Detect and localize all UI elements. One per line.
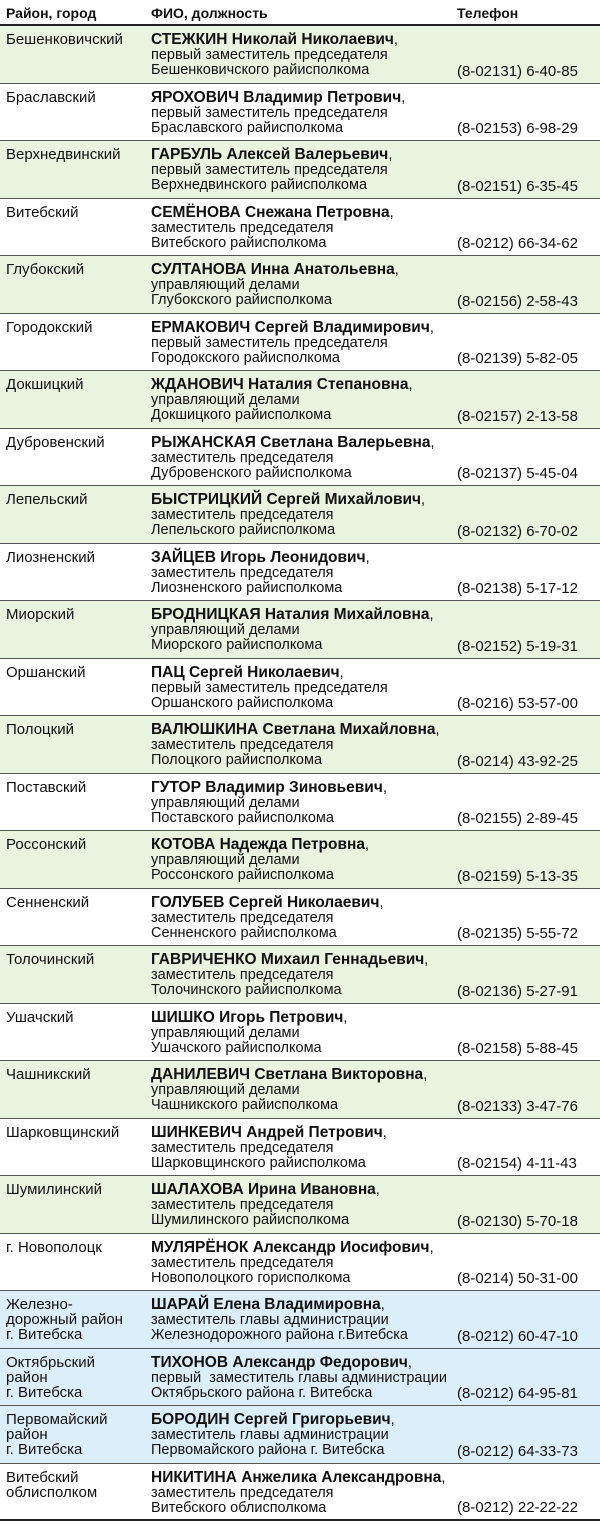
person-organization: Поставского райисполкома [151,809,334,826]
person-position: заместитель председателя [151,564,334,581]
person-organization: Сенненского райисполкома [151,924,337,941]
person-cell: ШАЛАХОВА Ирина Ивановна, заместитель председателя Шумилинского райисполкома [151,1182,451,1228]
table-row [0,486,600,544]
district-cell: Ушачский [6,1008,74,1026]
person-organization: Железнодорожного района г.Витебска [151,1327,408,1343]
district-cell: Толочинский [6,951,95,968]
person-cell: ЖДАНОВИЧ Наталия Степановна, управляющий делами Докшицкого райисполкома [151,377,451,423]
phone-cell: (8-0212) 64-33-73 [457,1442,578,1460]
person-position: управляющий делами [151,1082,300,1098]
person-name: ЯРОХОВИЧ Владимир Петрович [151,88,402,106]
district-cell: Докшицкий [6,376,84,393]
person-organization: Витебского облисполкома [151,1499,327,1516]
person-organization: Витебского райисполкома [151,234,327,251]
phone-cell: (8-02133) 3-47-76 [457,1097,578,1115]
table-row [0,26,600,84]
phone-cell: (8-02137) 5-45-04 [457,465,578,482]
person-cell: ЗАЙЦЕВ Игорь Леонидович, заместитель председателя Лиозненского райисполкома [151,550,451,596]
district-cell: Шумилинский [6,1181,103,1198]
district-cell: Полоцкий [6,721,74,738]
person-position: заместитель главы администрации [151,1427,389,1443]
phone-cell: (8-02135) 5-55-72 [457,925,578,942]
person-cell: БОРОДИН Сергей Григорьевич, заместитель главы администрации Первомайского района г. Витебска [151,1412,451,1458]
district-cell: Витебский [6,203,79,221]
table-row [0,659,600,717]
person-cell: БРОДНИЦКАЯ Наталия Михайловна, управляющий делами Миорского райисполкома [151,607,451,653]
phone-cell: (8-02155) 2-89-45 [457,810,578,827]
person-name: КОТОВА Надежда Петровна [151,836,365,853]
district-cell: Шарковщинский [6,1123,120,1141]
table-row [0,1291,600,1349]
person-name: СУЛТАНОВА Инна Анатольевна [151,261,395,278]
phone-cell: (8-02139) 5-82-05 [457,350,578,367]
person-cell: ГОЛУБЕВ Сергей Николаевич, заместитель председателя Сенненского райисполкома [151,895,451,941]
person-cell: ЕРМАКОВИЧ Сергей Владимирович, первый заместитель председателя Городокского райисполкома [151,320,451,366]
district-cell: Лиозненский [6,548,96,566]
person-organization: Толочинского райисполкома [151,982,342,998]
person-organization: Шумилинского райисполкома [151,1212,350,1228]
person-position: заместитель председателя [151,1139,334,1156]
person-name: БРОДНИЦКАЯ Наталия Михайловна [151,606,430,623]
person-position: управляющий делами [151,277,300,293]
person-position: заместитель председателя [151,1254,334,1271]
person-position: первый заместитель председателя [151,47,388,63]
person-position: заместитель председателя [151,507,334,523]
person-organization: Первомайского района г. Витебска [151,1442,385,1458]
phone-cell: (8-02151) 6-35-45 [457,177,578,195]
person-name: ПАЦ Сергей Николаевич [151,663,340,681]
person-organization: Городокского райисполкома [151,349,340,366]
column-header-phone: Телефон [457,5,519,21]
person-organization: Дубровенского райисполкома [151,464,352,481]
person-organization: Докшицкого райисполкома [151,407,332,423]
person-cell: ТИХОНОВ Александр Федорович, первый заместитель главы администрации Октябрьского района г. Витебска [151,1355,451,1401]
person-organization: Шарковщинского райисполкома [151,1154,366,1171]
person-position: первый заместитель председателя [151,104,388,121]
person-cell: СУЛТАНОВА Инна Анатольевна, управляющий делами Глубокского райисполкома [151,262,451,308]
district-cell: Верхнедвинский [6,146,121,163]
person-position: заместитель председателя [151,967,334,983]
person-cell: ШАРАЙ Елена Владимировна, заместитель главы администрации Железнодорожного района г.Витебска [151,1297,451,1343]
column-header-district: Район, город [6,5,97,21]
phone-cell: (8-0216) 53-57-00 [457,695,578,712]
table-row [0,1119,600,1177]
district-cell: Дубровенский [6,433,105,451]
person-name: ЖДАНОВИЧ Наталия Степановна [151,376,409,393]
phone-cell: (8-02154) 4-11-43 [457,1155,577,1172]
district-cell: Поставский [6,778,87,796]
person-organization: Бешенковичского райисполкома [151,62,370,78]
phone-cell: (8-02152) 5-19-31 [457,637,578,655]
district-cell: Лепельский [6,491,88,508]
person-cell: РЫЖАНСКАЯ Светлана Валерьевна, заместитель председателя Дубровенского райисполкома [151,435,451,481]
table-row [0,429,600,487]
table-row [0,371,600,429]
person-name: ШАЛАХОВА Ирина Ивановна [151,1181,376,1198]
table-row [0,1349,600,1407]
person-cell: СТЕЖКИН Николай Николаевич, первый заместитель председателя Бешенковичского райисполкома [151,32,451,78]
table-row [0,946,600,1004]
person-organization: Чашникского райисполкома [151,1097,339,1113]
person-cell: ДАНИЛЕВИЧ Светлана Викторовна, управляющий делами Чашникского райисполкома [151,1067,451,1113]
person-organization: Лиозненского райисполкома [151,579,343,596]
person-organization: Оршанского райисполкома [151,694,334,711]
person-name: ДАНИЛЕВИЧ Светлана Викторовна [151,1066,424,1083]
person-organization: Браславского райисполкома [151,119,344,136]
district-cell: Октябрьский район г. Витебска [6,1353,95,1401]
person-cell: ГУТОР Владимир Зиновьевич, управляющий делами Поставского райисполкома [151,780,451,826]
person-name: ШИШКО Игорь Петрович [151,1008,344,1026]
person-name: ГАРБУЛЬ Алексей Валерьевич [151,146,389,163]
person-organization: Россонского райисполкома [151,867,334,883]
district-cell: Городокский [6,318,93,336]
district-cell: Чашникский [6,1066,91,1083]
district-cell: г. Новополоцк [6,1238,102,1256]
table-row [0,544,600,602]
district-cell: Глубокский [6,261,85,278]
table-row [0,314,600,372]
phone-cell: (8-0212) 66-34-62 [457,235,578,252]
person-name: БОРОДИН Сергей Григорьевич [151,1411,391,1428]
person-name: МУЛЯРЁНОК Александр Иосифович [151,1238,430,1256]
district-cell: Миорский [6,606,75,623]
person-organization: Новополоцкого горисполкома [151,1269,351,1286]
table-row [0,1176,600,1234]
table-row [0,199,600,257]
person-name: БЫСТРИЦКИЙ Сергей Михайлович [151,491,422,508]
person-name: СТЕЖКИН Николай Николаевич [151,31,394,48]
table-row [0,1464,600,1522]
table-row [0,256,600,314]
person-position: управляющий делами [151,852,300,868]
table-row [0,1061,600,1119]
person-cell: ШИНКЕВИЧ Андрей Петрович, заместитель председателя Шарковщинского райисполкома [151,1125,451,1171]
phone-cell: (8-02157) 2-13-58 [457,407,578,425]
table-body [0,26,600,1521]
district-cell: Оршанский [6,663,86,681]
person-name: ГОЛУБЕВ Сергей Николаевич [151,893,380,911]
person-position: первый заместитель председателя [151,334,388,351]
person-cell: ГАРБУЛЬ Алексей Валерьевич, первый заместитель председателя Верхнедвинского райисполкома [151,147,451,193]
phone-cell: (8-0214) 50-31-00 [457,1270,578,1287]
district-cell: Бешенковичский [6,31,123,48]
person-name: НИКИТИНА Анжелика Александровна [151,1468,442,1486]
person-position: заместитель председателя [151,1197,334,1213]
person-name: ЕРМАКОВИЧ Сергей Владимирович [151,318,430,336]
person-cell: КОТОВА Надежда Петровна, управляющий делами Россонского райисполкома [151,837,451,883]
person-organization: Ушачского райисполкома [151,1039,322,1056]
person-name: ШАРАЙ Елена Владимировна [151,1296,381,1313]
person-cell: ЯРОХОВИЧ Владимир Петрович, первый заместитель председателя Браславского райисполкома [151,90,451,136]
person-name: ВАЛЮШКИНА Светлана Михайловна [151,721,436,738]
phone-cell: (8-0212) 64-95-81 [457,1385,578,1402]
person-cell: ВАЛЮШКИНА Светлана Михайловна, заместитель председателя Полоцкого райисполкома [151,722,451,768]
person-name: РЫЖАНСКАЯ Светлана Валерьевна [151,433,431,451]
person-organization: Верхнедвинского райисполкома [151,177,368,193]
person-position: управляющий делами [151,794,300,811]
person-cell: МУЛЯРЁНОК Александр Иосифович, заместитель председателя Новополоцкого горисполкома [151,1240,451,1286]
person-organization: Миорского райисполкома [151,637,323,653]
person-position: первый заместитель главы администрации [151,1369,447,1386]
person-organization: Лепельского райисполкома [151,522,336,538]
table-row [0,1234,600,1292]
district-cell: Россонский [6,836,87,853]
person-name: ГАВРИЧЕНКО Михаил Геннадьевич [151,951,425,968]
table-row [0,1406,600,1464]
person-cell: СЕМЁНОВА Снежана Петровна, заместитель председателя Витебского райисполкома [151,205,451,251]
person-name: ТИХОНОВ Александр Федорович [151,1353,408,1371]
table-row [0,141,600,199]
person-organization: Полоцкого райисполкома [151,752,323,768]
person-cell: ГАВРИЧЕНКО Михаил Геннадьевич, заместитель председателя Толочинского райисполкома [151,952,451,998]
phone-cell: (8-02153) 6-98-29 [457,120,578,137]
district-cell: Витебский облисполком [6,1468,98,1501]
person-position: заместитель председателя [151,737,334,753]
district-cell: Сенненский [6,893,90,911]
person-name: СЕМЁНОВА Снежана Петровна [151,203,390,221]
person-position: первый заместитель председателя [151,162,388,178]
person-organization: Октябрьского района г. Витебска [151,1384,373,1401]
phone-cell: (8-02156) 2-58-43 [457,292,578,310]
person-name: ГУТОР Владимир Зиновьевич [151,778,383,796]
phone-cell: (8-02136) 5-27-91 [457,982,578,1000]
table-row [0,84,600,142]
district-cell: Браславский [6,88,96,106]
phone-cell: (8-02130) 5-70-18 [457,1212,578,1230]
table-row [0,889,600,947]
person-cell: ПАЦ Сергей Николаевич, первый заместитель председателя Оршанского райисполкома [151,665,451,711]
person-cell: БЫСТРИЦКИЙ Сергей Михайлович, заместитель председателя Лепельского райисполкома [151,492,451,538]
person-name: ШИНКЕВИЧ Андрей Петрович [151,1123,383,1141]
phone-cell: (8-02132) 6-70-02 [457,522,578,540]
person-position: управляющий делами [151,392,300,408]
person-position: заместитель председателя [151,449,334,466]
person-position: управляющий делами [151,622,300,638]
phone-cell: (8-0212) 22-22-22 [457,1499,578,1516]
table-row [0,1004,600,1062]
district-cell: Первомайский район г. Витебска [6,1411,108,1458]
phone-cell: (8-02159) 5-13-35 [457,867,578,885]
person-position: управляющий делами [151,1024,300,1041]
person-name: ЗАЙЦЕВ Игорь Леонидович [151,548,366,566]
phone-cell: (8-02138) 5-17-12 [457,580,578,597]
person-position: заместитель председателя [151,909,334,926]
table-header [0,0,600,26]
person-position: заместитель председателя [151,219,334,236]
person-position: заместитель главы администрации [151,1312,389,1328]
phone-cell: (8-02131) 6-40-85 [457,62,578,80]
person-cell: ШИШКО Игорь Петрович, управляющий делами Ушачского райисполкома [151,1010,451,1056]
column-header-person: ФИО, должность [151,5,268,21]
phone-cell: (8-0212) 60-47-10 [457,1327,578,1345]
table-row [0,601,600,659]
person-position: первый заместитель председателя [151,679,388,696]
person-position: заместитель председателя [151,1484,334,1501]
table-row [0,774,600,832]
district-cell: Железно- дорожный район г. Витебска [6,1296,123,1343]
person-organization: Глубокского райисполкома [151,292,332,308]
phone-cell: (8-02158) 5-88-45 [457,1040,578,1057]
table-row [0,716,600,774]
phone-cell: (8-0214) 43-92-25 [457,752,578,770]
table-row [0,831,600,889]
person-cell: НИКИТИНА Анжелика Александровна, заместитель председателя Витебского облисполкома [151,1470,451,1516]
